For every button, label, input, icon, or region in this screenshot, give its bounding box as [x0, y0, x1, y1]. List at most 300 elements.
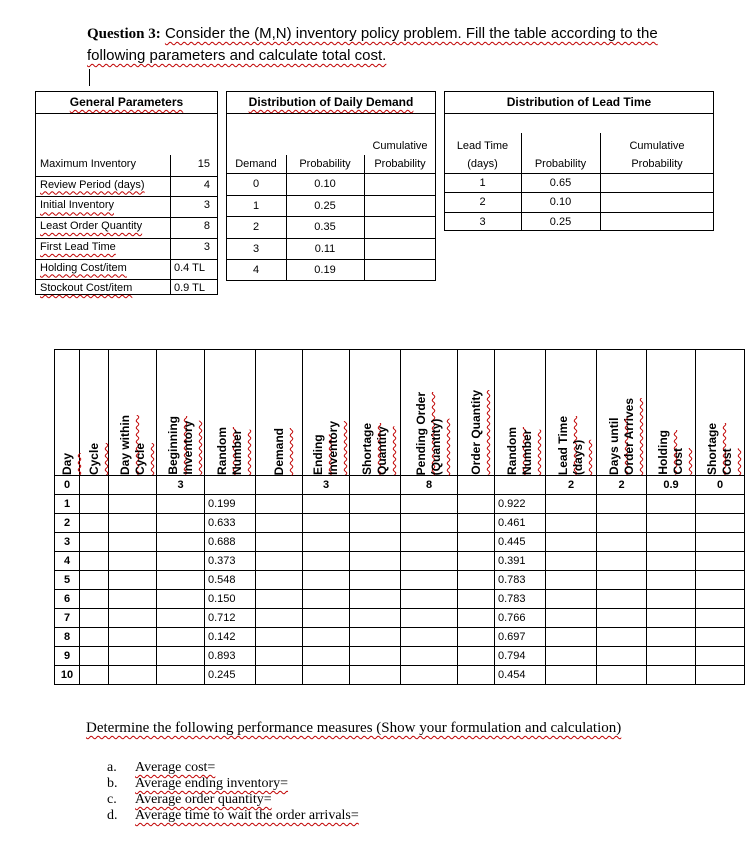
lead-cumulative-header-2: Probability	[631, 158, 683, 170]
lead-time-header-1: Lead Time	[456, 140, 509, 152]
parameter-label: First Lead Time	[40, 240, 116, 253]
empty-cell	[350, 552, 401, 571]
empty-cell	[546, 609, 597, 628]
performance-text: Average cost=	[135, 760, 216, 775]
question-line-2: following parameters and calculate total cost.	[87, 47, 387, 64]
divider	[35, 196, 218, 197]
demand-probability: 0.11	[314, 242, 336, 255]
lead-cumulative-header-1: Cumulative	[629, 140, 685, 152]
performance-marker: b.	[107, 776, 118, 791]
cell-day: 1	[55, 495, 80, 514]
empty-cell	[696, 666, 745, 685]
empty-cell	[597, 571, 647, 590]
empty-cell	[157, 552, 205, 571]
empty-cell	[256, 552, 303, 571]
cell-day: 4	[55, 552, 80, 571]
demand-value: 1	[252, 199, 260, 212]
empty-cell	[109, 609, 157, 628]
empty-cell	[109, 533, 157, 552]
divider	[35, 259, 218, 260]
empty-cell	[401, 666, 458, 685]
cell-days-until: 2	[597, 476, 647, 495]
column-header	[401, 350, 458, 476]
column-header-line: Demand	[271, 427, 286, 475]
empty-cell	[80, 552, 109, 571]
cell-random-number-demand: 0.142	[205, 628, 256, 647]
empty-cell	[80, 590, 109, 609]
empty-cell	[80, 571, 109, 590]
column-header-line: Cost	[720, 448, 734, 475]
empty-cell	[458, 571, 495, 590]
column-header	[597, 350, 647, 476]
empty-cell	[350, 666, 401, 685]
parameter-label: Stockout Cost/item	[40, 282, 133, 295]
column-header-line: Days until	[606, 417, 621, 475]
empty-cell	[256, 590, 303, 609]
cell-random-number-lead: 0.445	[495, 533, 546, 552]
column-header-line: Cycle	[86, 442, 101, 475]
cell-day: 9	[55, 647, 80, 666]
cell-random-number-lead: 0.697	[495, 628, 546, 647]
cell-holding-cost: 0.9	[647, 476, 696, 495]
column-header-line: Random	[215, 427, 229, 475]
divider	[226, 195, 436, 196]
empty-cell	[80, 666, 109, 685]
column-header	[109, 350, 157, 476]
empty-cell	[401, 495, 458, 514]
divider	[35, 279, 218, 280]
empty-cell	[157, 590, 205, 609]
performance-text: Average ending inventory=	[135, 776, 289, 791]
table-row	[55, 495, 745, 514]
parameter-label: Least Order Quantity	[40, 220, 143, 233]
performance-marker: a.	[107, 760, 117, 775]
empty-cell	[80, 628, 109, 647]
empty-cell	[546, 495, 597, 514]
empty-cell	[597, 609, 647, 628]
empty-cell	[256, 666, 303, 685]
empty-cell	[256, 476, 303, 495]
empty-cell	[157, 609, 205, 628]
column-header-line: Random	[505, 427, 519, 475]
empty-cell	[458, 628, 495, 647]
empty-cell	[401, 552, 458, 571]
empty-cell	[401, 571, 458, 590]
empty-cell	[350, 533, 401, 552]
empty-cell	[350, 514, 401, 533]
parameter-label: Maximum Inventory	[40, 158, 136, 170]
divider	[35, 238, 218, 239]
simulation-table	[54, 349, 745, 685]
empty-cell	[350, 628, 401, 647]
empty-cell	[80, 647, 109, 666]
cell-random-number-demand: 0.150	[205, 590, 256, 609]
column-header-text	[360, 417, 390, 475]
demand-probability: 0.35	[314, 221, 336, 234]
parameter-label: Initial Inventory	[40, 199, 114, 212]
empty-cell	[109, 571, 157, 590]
performance-marker: d.	[107, 808, 118, 823]
empty-cell	[647, 666, 696, 685]
empty-cell	[256, 571, 303, 590]
column-header-line: Number	[520, 429, 534, 475]
empty-cell	[647, 609, 696, 628]
column-header-line: Day	[59, 452, 74, 475]
text-cursor	[89, 69, 90, 86]
empty-cell	[303, 628, 350, 647]
column-header-line: Number	[230, 429, 244, 475]
empty-cell	[109, 476, 157, 495]
column-header-text	[60, 447, 75, 475]
table-row	[55, 590, 745, 609]
empty-cell	[350, 495, 401, 514]
column-header	[647, 350, 696, 476]
cell-pending-order: 8	[401, 476, 458, 495]
column-header-line: Pending Order	[414, 391, 428, 475]
empty-cell	[256, 514, 303, 533]
column-header-text	[87, 437, 102, 475]
empty-cell	[458, 590, 495, 609]
question-number: Question 3:	[87, 26, 161, 42]
cell-day: 7	[55, 609, 80, 628]
empty-cell	[109, 514, 157, 533]
empty-cell	[157, 628, 205, 647]
empty-cell	[303, 533, 350, 552]
cell-random-number-demand: 0.548	[205, 571, 256, 590]
cell-random-number-demand: 0.245	[205, 666, 256, 685]
empty-cell	[647, 647, 696, 666]
parameter-label: Holding Cost/item	[40, 261, 127, 274]
divider	[226, 216, 436, 217]
empty-cell	[401, 590, 458, 609]
column-header-line: Order Arrives	[621, 398, 636, 475]
empty-cell	[350, 476, 401, 495]
cell-random-number-demand: 0.199	[205, 495, 256, 514]
column-header-text	[118, 409, 148, 475]
column-header	[256, 350, 303, 476]
cell-ending-inventory: 3	[303, 476, 350, 495]
performance-text: Average order quantity=	[135, 792, 272, 807]
general-parameters-title: General Parameters	[69, 95, 184, 109]
cell-random-number-lead: 0.391	[495, 552, 546, 571]
empty-cell	[546, 571, 597, 590]
performance-item	[107, 760, 359, 776]
column-header-text	[656, 424, 686, 475]
empty-cell	[157, 495, 205, 514]
empty-cell	[696, 628, 745, 647]
divider	[226, 259, 436, 260]
empty-cell	[350, 609, 401, 628]
divider	[226, 173, 436, 174]
column-header-line: Beginning	[165, 416, 180, 475]
empty-cell	[696, 590, 745, 609]
empty-cell	[256, 628, 303, 647]
cell-random-number-demand: 0.373	[205, 552, 256, 571]
simulation-header-row	[55, 350, 745, 476]
empty-cell	[350, 571, 401, 590]
lead-probability-header: Probability	[534, 158, 587, 170]
demand-column-header: Demand	[235, 158, 277, 170]
empty-cell	[546, 666, 597, 685]
empty-cell	[157, 514, 205, 533]
column-header-line: Order Quantity	[468, 390, 483, 475]
performance-item	[107, 776, 359, 792]
parameter-value: 15	[197, 158, 210, 170]
table-row	[55, 476, 745, 495]
empty-cell	[157, 533, 205, 552]
empty-cell	[647, 533, 696, 552]
divider	[444, 212, 714, 213]
column-header-text	[505, 421, 535, 475]
parameter-value: 3	[203, 240, 210, 253]
empty-cell	[80, 514, 109, 533]
empty-cell	[256, 647, 303, 666]
column-header	[495, 350, 546, 476]
empty-cell	[647, 552, 696, 571]
empty-cell	[696, 647, 745, 666]
empty-cell	[597, 552, 647, 571]
empty-cell	[157, 571, 205, 590]
empty-cell	[80, 533, 109, 552]
empty-cell	[458, 609, 495, 628]
empty-cell	[458, 552, 495, 571]
lead-probability: 0.10	[549, 196, 572, 209]
empty-cell	[303, 495, 350, 514]
empty-cell	[696, 571, 745, 590]
empty-cell	[647, 514, 696, 533]
column-header-line: Inventory	[326, 420, 340, 475]
demand-value: 2	[252, 221, 260, 234]
divider	[35, 176, 218, 177]
cell-day: 6	[55, 590, 80, 609]
cell-random-number-demand: 0.633	[205, 514, 256, 533]
empty-cell	[80, 495, 109, 514]
empty-cell	[350, 590, 401, 609]
column-header	[350, 350, 401, 476]
table-row	[55, 666, 745, 685]
empty-cell	[157, 647, 205, 666]
column-header-line: Lead Time	[556, 415, 570, 475]
cell-day: 5	[55, 571, 80, 590]
cell-random-number-lead: 0.454	[495, 666, 546, 685]
question-line-1: Consider the (M,N) inventory policy problem. Fill the table according to the	[164, 25, 658, 42]
empty-cell	[546, 647, 597, 666]
column-header-line: Holding	[656, 430, 670, 475]
column-header-text	[215, 421, 245, 475]
empty-cell	[303, 666, 350, 685]
demand-probability: 0.25	[314, 199, 336, 212]
empty-cell	[495, 476, 546, 495]
table-row	[55, 628, 745, 647]
demand-value: 4	[252, 264, 260, 277]
column-header-text	[414, 386, 444, 475]
cell-lead-time: 2	[546, 476, 597, 495]
empty-cell	[350, 647, 401, 666]
column-header-line: Day within	[117, 414, 132, 475]
cell-random-number-lead: 0.461	[495, 514, 546, 533]
empty-cell	[401, 533, 458, 552]
empty-cell	[256, 533, 303, 552]
performance-item	[107, 808, 359, 824]
divider	[444, 113, 714, 114]
demand-value: 0	[252, 178, 260, 190]
lead-time-value: 2	[479, 196, 486, 209]
empty-cell	[696, 609, 745, 628]
performance-text: Average time to wait the order arrivals=	[135, 808, 359, 823]
cell-random-number-lead: 0.922	[495, 495, 546, 514]
empty-cell	[109, 495, 157, 514]
cell-day: 0	[55, 476, 80, 495]
cell-day: 3	[55, 533, 80, 552]
column-header	[546, 350, 597, 476]
divider	[226, 238, 436, 239]
column-header-line: (Quantity)	[429, 418, 443, 475]
empty-cell	[109, 552, 157, 571]
empty-cell	[303, 647, 350, 666]
column-header-line: Shortage	[705, 422, 719, 475]
performance-item	[107, 792, 359, 808]
empty-cell	[401, 647, 458, 666]
empty-cell	[109, 647, 157, 666]
cell-random-number-lead: 0.783	[495, 571, 546, 590]
empty-cell	[647, 628, 696, 647]
empty-cell	[546, 590, 597, 609]
empty-cell	[546, 628, 597, 647]
empty-cell	[157, 666, 205, 685]
empty-cell	[696, 495, 745, 514]
table-row	[55, 533, 745, 552]
table-row	[55, 609, 745, 628]
empty-cell	[546, 514, 597, 533]
parameter-label: Review Period (days)	[40, 178, 145, 191]
column-header	[157, 350, 205, 476]
cell-day: 10	[55, 666, 80, 685]
cell-random-number-demand: 0.893	[205, 647, 256, 666]
table-row	[55, 571, 745, 590]
empty-cell	[597, 666, 647, 685]
column-header-text	[556, 410, 586, 475]
column-header-text	[469, 384, 484, 475]
divider	[226, 113, 436, 114]
demand-value: 3	[252, 242, 260, 255]
column-header-text	[166, 410, 196, 475]
divider	[444, 173, 714, 174]
column-header	[55, 350, 80, 476]
empty-cell	[256, 609, 303, 628]
empty-cell	[696, 533, 745, 552]
column-header-text	[705, 417, 735, 475]
empty-cell	[401, 514, 458, 533]
demand-cumulative-header-2: Probability	[374, 158, 426, 170]
parameter-value: 0.9 TL	[174, 282, 205, 295]
empty-cell	[303, 609, 350, 628]
empty-cell	[256, 495, 303, 514]
empty-cell	[458, 533, 495, 552]
column-header-line: Cycle	[132, 442, 147, 475]
demand-probability: 0.10	[314, 178, 336, 190]
empty-cell	[647, 495, 696, 514]
empty-cell	[303, 552, 350, 571]
parameter-value: 8	[203, 220, 210, 233]
cell-random-number-lead: 0.783	[495, 590, 546, 609]
empty-cell	[597, 628, 647, 647]
empty-cell	[696, 552, 745, 571]
cell-random-number-lead: 0.766	[495, 609, 546, 628]
empty-cell	[597, 495, 647, 514]
empty-cell	[458, 666, 495, 685]
empty-cell	[80, 609, 109, 628]
divider	[35, 113, 218, 114]
empty-cell	[597, 647, 647, 666]
column-header-line: Cost	[671, 448, 685, 475]
empty-cell	[303, 571, 350, 590]
demand-probability-header: Probability	[299, 158, 351, 170]
table-row	[55, 514, 745, 533]
cell-random-number-lead: 0.794	[495, 647, 546, 666]
empty-cell	[401, 628, 458, 647]
performance-marker: c.	[107, 792, 117, 807]
cell-random-number-demand: 0.712	[205, 609, 256, 628]
column-header-text	[272, 422, 287, 475]
divider	[444, 192, 714, 193]
cell-shortage-cost: 0	[696, 476, 745, 495]
lead-time-value: 3	[479, 215, 486, 228]
lead-time-header-2: (days)	[467, 158, 498, 170]
column-header	[458, 350, 495, 476]
divider	[35, 217, 218, 218]
column-header-line: Inventory	[180, 420, 195, 475]
empty-cell	[401, 609, 458, 628]
cell-random-number-demand: 0.688	[205, 533, 256, 552]
empty-cell	[546, 552, 597, 571]
empty-cell	[80, 476, 109, 495]
column-header	[303, 350, 350, 476]
empty-cell	[303, 514, 350, 533]
table-row	[55, 552, 745, 571]
performance-title: Determine the following performance measures (Show your formulation and calculation)	[86, 720, 622, 736]
empty-cell	[597, 533, 647, 552]
column-header-line: Shortage	[360, 422, 374, 475]
column-header-line: Ending	[311, 434, 325, 475]
empty-cell	[597, 514, 647, 533]
lead-probability: 0.65	[549, 177, 572, 189]
cell-day: 8	[55, 628, 80, 647]
column-header	[205, 350, 256, 476]
empty-cell	[647, 590, 696, 609]
empty-cell	[205, 476, 256, 495]
cell-beginning-inventory: 3	[157, 476, 205, 495]
column-header	[696, 350, 745, 476]
empty-cell	[109, 666, 157, 685]
empty-cell	[458, 476, 495, 495]
empty-cell	[546, 533, 597, 552]
lead-time-title: Distribution of Lead Time	[506, 95, 652, 109]
column-header	[80, 350, 109, 476]
column-header-line: Quantity	[375, 426, 389, 475]
empty-cell	[109, 590, 157, 609]
empty-cell	[458, 495, 495, 514]
column-header-text	[311, 415, 341, 475]
empty-cell	[303, 590, 350, 609]
table-row	[55, 647, 745, 666]
demand-probability: 0.19	[314, 264, 336, 277]
empty-cell	[458, 514, 495, 533]
lead-time-value: 1	[479, 177, 486, 189]
empty-cell	[647, 571, 696, 590]
empty-cell	[458, 647, 495, 666]
empty-cell	[109, 628, 157, 647]
question-text	[87, 23, 687, 66]
